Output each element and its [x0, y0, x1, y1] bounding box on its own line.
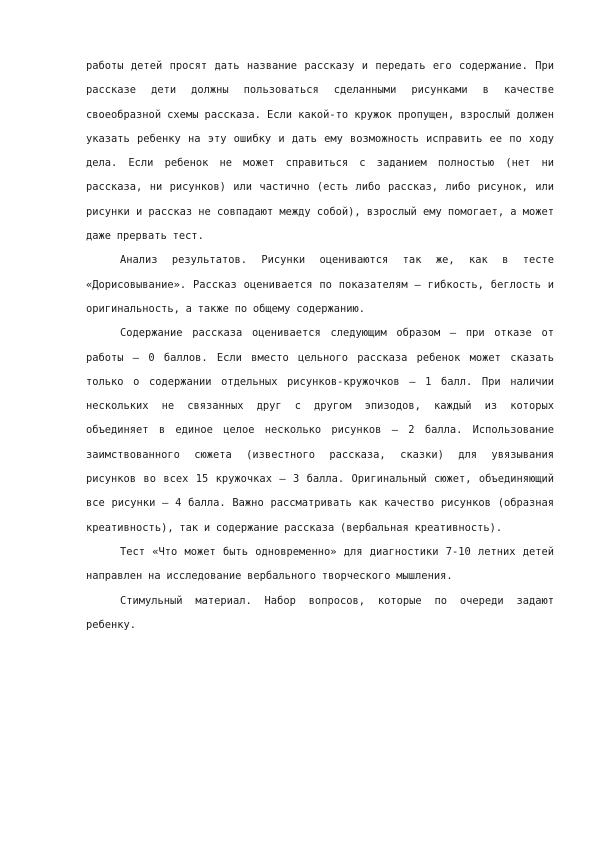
- paragraph-test-description: Тест «Что может быть одновременно» для диагностики 7-10 летних детей направлен на исследование вербального творческого мышления.: [86, 545, 554, 583]
- document-page: [86, 54, 554, 637]
- paragraph-results-analysis: Анализ результатов. Рисунки оцениваются так же, как в тесте «Дорисовывание». Рассказ оценивается по показателям – гибкость, беглость и оригинальность, а также по общему содержанию.: [86, 254, 554, 315]
- paragraph-continuation: работы детей просят дать название рассказу и передать его содержание. При рассказе дети должны пользоваться сделанными рисунками в качестве своеобразной схемы рассказа. Если какой-то кружок пропущен, взрослый должен указать ребенку на эту ошибку и дать ему возможность исправить ее по ходу дела. Если ребенок не может справиться с заданием полностью (нет ни рассказа, ни рисунков) или частично (есть либо рассказ, либо рисунок, или рисунки и рассказ не совпадают между собой), взрослый ему помогает, а может даже прервать тест.: [86, 60, 554, 243]
- paragraph-stimulus-material: Стимульный материал. Набор вопросов, которые по очереди задают ребенку.: [86, 594, 554, 631]
- paragraph-story-scoring: Содержание рассказа оценивается следующим образом – при отказе от работы – 0 баллов. Если вместо цельного рассказа ребенок может сказать только о содержании отдельных рисунков-кружочков – 1 балл. При наличии нескольких не связанных друг с другом эпизодов, каждый из которых объединяет в единое целое несколько рисунков – 2 балла. Использование заимствованного сюжета (известного рассказа, сказки) для увязывания рисунков во всех 15 кружочках – 3 балла. Оригинальный сюжет, объединяющий все рисунки – 4 балла. Важно рассматривать как качество рисунков (образная креативность), так и содержание рассказа (вербальная креативность).: [86, 327, 554, 534]
